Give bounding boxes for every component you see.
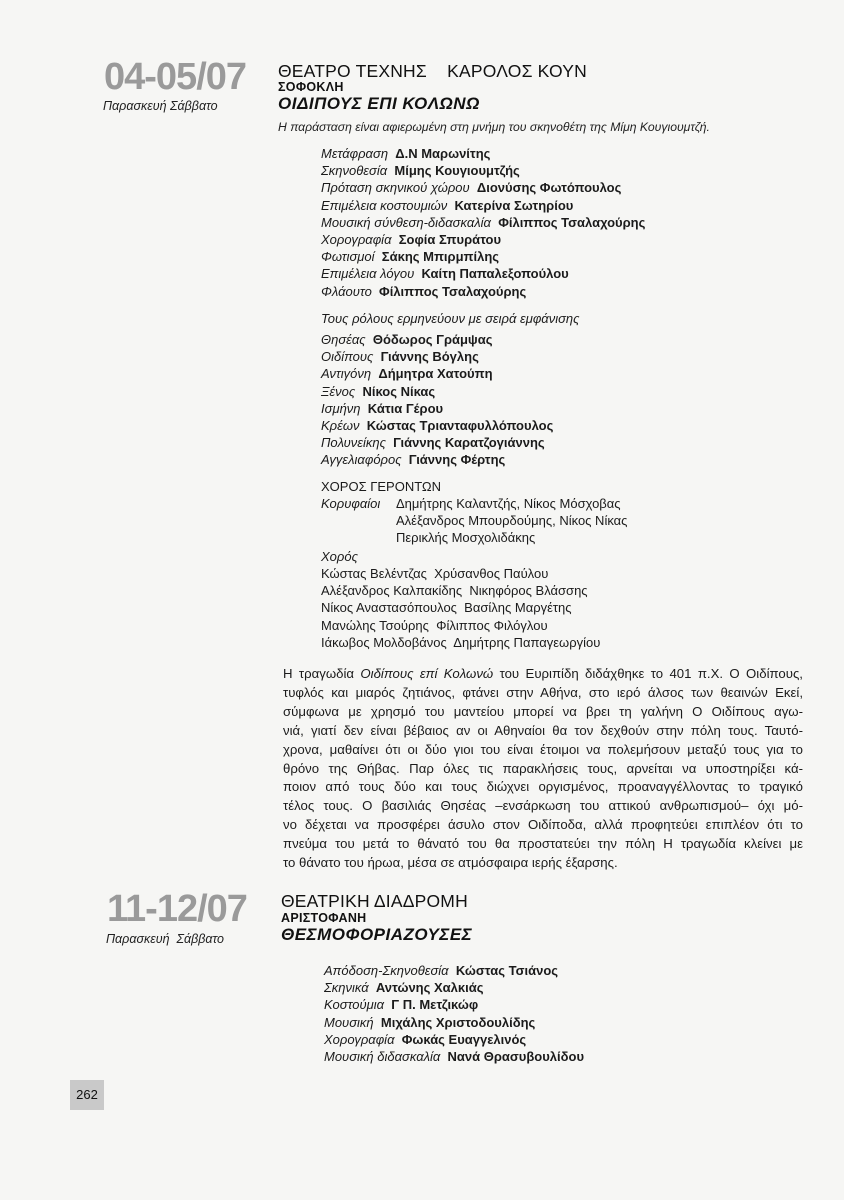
cast-list	[321, 331, 553, 469]
crew-list	[324, 962, 584, 1065]
play-title: ΟΙΔΙΠΟΥΣ ΕΠΙ ΚΟΛΩΝΩ	[278, 94, 480, 113]
crew-line: Απόδοση-Σκηνοθεσία Κώστας Τσιάνος	[324, 963, 559, 978]
coryphaei-line: Περικλής Μοσχολιδάκης	[396, 530, 536, 546]
synopsis-line: πνεύμα του μετά το θάνατό του θα προστατεύει την πόλη Η τραγωδία κλείνει με	[283, 836, 803, 852]
page-number: 262	[70, 1080, 104, 1110]
crew-line: Χορογραφία Σοφία Σπυράτου	[321, 232, 502, 248]
chorus-line: Νίκος Αναστασόπουλος Βασίλης Μαργέτης	[321, 600, 572, 616]
coryphaei-line: Αλέξανδρος Μπουρδούμης, Νίκος Νίκας	[396, 513, 628, 529]
play-author: ΑΡΙΣΤΟΦΑΝΗ	[281, 911, 367, 925]
synopsis-line: θρόνο της Θήβας. Παρ όλες τις παρακλήσεις τους, αρνείται να υποστηρίξει κά-	[283, 760, 803, 776]
synopsis-line: τέλος τους. Ο βασιλιάς Θησέας –ενσάρκωση του αττικού ανθρωπισμού– όχι μό-	[283, 798, 803, 814]
coryphaei-list	[396, 495, 627, 547]
crew-line: Κοστούμια Γ Π. Μετζικώφ	[324, 997, 479, 1013]
crew-line: Σκηνοθεσία Μίμης Κουγιουμτζής	[321, 163, 520, 179]
event-days: Παρασκευή Σάββατο	[103, 99, 218, 113]
chorus-list	[321, 565, 600, 651]
crew-line: Σκηνικά Αντώνης Χαλκιάς	[324, 980, 484, 996]
synopsis-line: νο δέχεται να προσφέρει άσυλο στον Οιδίποδα, αλλά προφητεύει επιπλέον ότι το	[283, 817, 803, 833]
play-title: ΘΕΣΜΟΦΟΡΙΑΖΟΥΣΕΣ	[281, 925, 473, 944]
cast-line: Θησέας Θόδωρος Γράμψας	[321, 332, 493, 347]
cast-line: Αντιγόνη Δήμητρα Χατούπη	[321, 366, 493, 382]
event-days: Παρασκευή Σάββατο	[106, 932, 224, 946]
cast-line: Κρέων Κώστας Τριανταφυλλόπουλος	[321, 418, 554, 434]
chorus-line: Ιάκωβος Μολδοβάνος Δημήτρης Παπαγεωργίου	[321, 634, 601, 650]
synopsis-line: σύμφωνα με χρησμό του μαντείου μπορεί να βρει τη γαλήνη Ο Οιδίπους αγω-	[283, 703, 803, 719]
theatre-name: ΘΕΑΤΡΟ ΤΕΧΝΗΣ ΚΑΡΟΛΟΣ ΚΟΥΝ	[278, 61, 587, 81]
chorus-line: Κώστας Βελέντζας Χρύσανθος Παύλου	[321, 566, 549, 581]
crew-line: Φωτισμοί Σάκης Μπιρμπίλης	[321, 249, 500, 265]
synopsis-line: τυφλός και μιαρός ζητιάνος, φτάνει στην Αθήνα, στο ιερό άλσος των θεαινών Εκεί,	[283, 684, 803, 700]
crew-line: Επιμέλεια λόγου Καίτη Παπαλεξοπούλου	[321, 266, 569, 282]
coryphaei-label: Κορυφαίοι	[321, 496, 381, 511]
event-date: 11-12/07	[107, 888, 247, 930]
cast-line: Αγγελιαφόρος Γιάννης Φέρτης	[321, 452, 506, 468]
coryphaei-line: Δημήτρης Καλαντζής, Νίκος Μόσχοβας	[396, 496, 621, 511]
synopsis-line: το θάνατο του ήρωα, μέσα σε ατμόσφαιρα ιερής έξαρσης.	[283, 855, 618, 871]
cast-line: Πολυνείκης Γιάννης Καρατζογιάννης	[321, 435, 545, 451]
chorus-line: Αλέξανδρος Καλπακίδης Νικηφόρος Βλάσσης	[321, 583, 588, 599]
cast-intro: Τους ρόλους ερμηνεύουν με σειρά εμφάνισης	[321, 311, 580, 326]
synopsis-line: νιά, γιατί δεν είναι βέβαιος αν οι Αθηναίοι θα τον δεχθούν στην πόλη τους. Ταυτό-	[283, 722, 803, 738]
crew-line: Μετάφραση Δ.Ν Μαρωνίτης	[321, 146, 491, 161]
crew-line: Μουσική διδασκαλία Νανά Θρασυβουλίδου	[324, 1049, 585, 1065]
event-date: 04-05/07	[104, 56, 247, 98]
synopsis	[283, 665, 803, 873]
cast-line: Οιδίπους Γιάννης Βόγλης	[321, 349, 479, 365]
play-title-inline: Οιδίπους επί Κολωνώ	[360, 666, 494, 681]
synopsis-line: χρονα, μαθαίνει ότι οι δύο γιοι του είναι έτοιμοι να πολεμήσουν μεταξύ τους για το	[283, 741, 803, 757]
crew-line: Μουσική σύνθεση-διδασκαλία Φίλιππος Τσαλαχούρης	[321, 214, 646, 230]
crew-line: Επιμέλεια κοστουμιών Κατερίνα Σωτηρίου	[321, 197, 574, 213]
crew-line: Χορογραφία Φωκάς Ευαγγελινός	[324, 1031, 527, 1047]
crew-line: Μουσική Μιχάλης Χριστοδουλίδης	[324, 1014, 536, 1030]
chorus-title: ΧΟΡΟΣ ΓΕΡΟΝΤΩΝ	[321, 479, 442, 494]
cast-line: Ισμήνη Κάτια Γέρου	[321, 400, 444, 416]
crew-line: Πρόταση σκηνικού χώρου Διονύσης Φωτόπουλος	[321, 180, 622, 196]
crew-line: Φλάουτο Φίλιππος Τσαλαχούρης	[321, 283, 527, 299]
chorus-label: Χορός	[321, 549, 358, 564]
synopsis-line: ποιον από τους δύο και τους διώχνει οργισμένος, προαναγγέλλοντας το τραγικό	[283, 779, 803, 795]
theatre-name: ΘΕΑΤΡΙΚΗ ΔΙΑΔΡΟΜΗ	[281, 891, 468, 911]
play-author: ΣΟΦΟΚΛΗ	[278, 80, 344, 94]
crew-list	[321, 145, 645, 300]
chorus-line: Μανώλης Τσούρης Φίλιππος Φιλόγλου	[321, 617, 548, 633]
cast-line: Ξένος Νίκος Νίκας	[321, 383, 436, 399]
dedication: Η παράσταση είναι αφιερωμένη στη μνήμη του σκηνοθέτη της Μίμη Κουγιουμτζή.	[278, 120, 710, 134]
synopsis-line: Η τραγωδία Οιδίπους επί Κολωνώ του Ευριπίδη διδάχθηκε το 401 π.Χ. Ο Οιδίπους,	[283, 666, 803, 681]
